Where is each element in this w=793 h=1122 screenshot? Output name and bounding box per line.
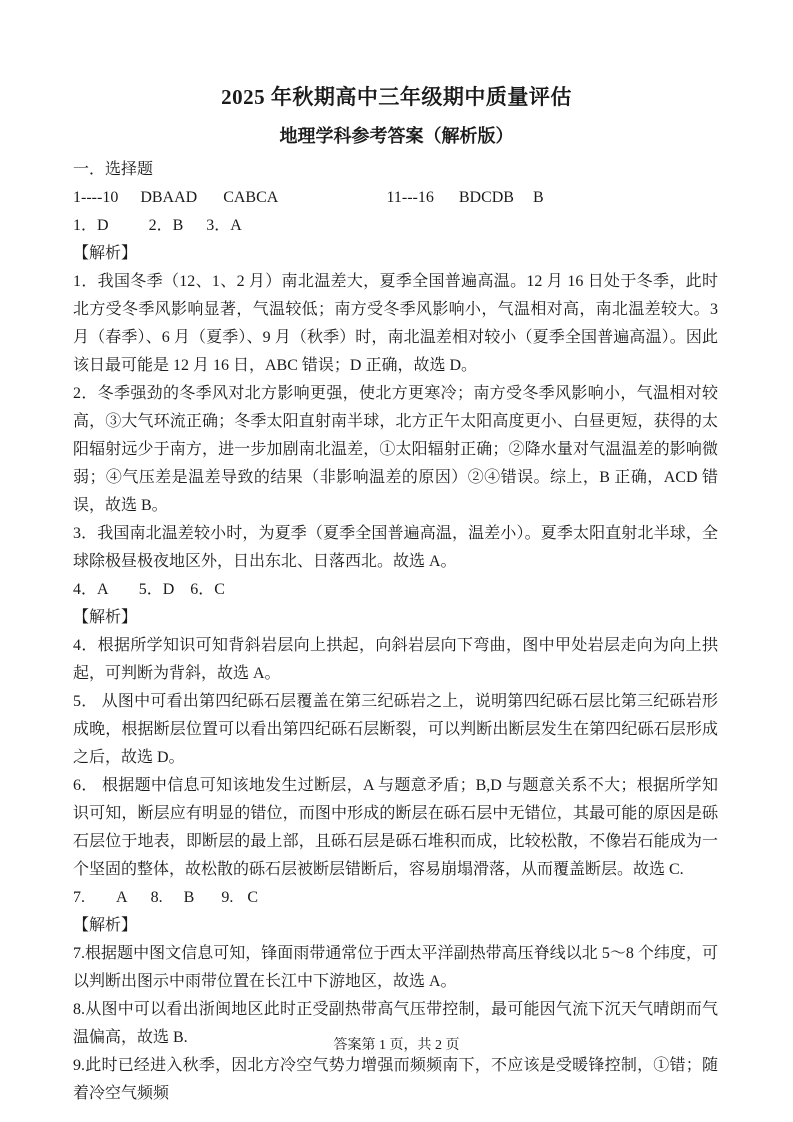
answer-16: B (532, 189, 544, 206)
answer-item-8-letter: B (183, 889, 195, 906)
answer-item-3: 3．A (206, 217, 242, 234)
answer-line-1-3 (73, 212, 718, 240)
explanation-paragraph-9: 9.此时已经进入秋季，因北方冷空气势力增强而频频南下，不应该是受暖锋控制，①错；随着冷空气频频 (73, 1057, 718, 1102)
document-body (73, 156, 718, 1108)
section-heading: 一．选择题 (73, 161, 154, 178)
answer-item-9-letter: C (247, 889, 259, 906)
analysis-label-2: 【解析】 (73, 609, 138, 626)
answer-item-8-num: 8. (150, 889, 163, 906)
analysis-label-3: 【解析】 (73, 917, 138, 934)
answer-item-1: 1．D (73, 217, 109, 234)
answer-item-2: 2．B (148, 217, 184, 234)
answer-item-9-num: 9. (221, 889, 234, 906)
answer-item-4: 4．A (73, 581, 108, 598)
explanation-paragraph-6: 6． 根据题中信息可知该地发生过断层，A 与题意矛盾；B,D 与题意关系不大；根据所学知识可知，断层应有明显的错位，而图中形成的断层在砾石层中无错位，其最可能的原因是砾石层位于地表，即断层的最上部，且砾石层是砾石堆积而成，比较松散，不像岩石能成为一个坚固的整体，故松散的砾石层被断层错断后，容易崩塌滑落，从而覆盖断层。故选 C. (73, 777, 718, 878)
document-subtitle: 地理学科参考答案（解析版） (279, 126, 514, 146)
explanation-paragraph-5: 5． 从图中可看出第四纪砾石层覆盖在第三纪砾岩之上，说明第四纪砾石层比第三纪砾岩形成晚，根据断层位置可以看出第四纪砾石层断裂，可以判断出断层发生在第四纪砾石层形成之后，故选 D。 (73, 693, 718, 766)
analysis-label-1: 【解析】 (73, 245, 138, 262)
answers-6-10: CABCA (223, 189, 278, 206)
document-title: 2025 年秋期高中三年级期中质量评估 (221, 85, 572, 109)
answer-summary-line (73, 184, 718, 212)
answer-range-11-16: 11---16 (386, 189, 434, 206)
explanation-paragraph-1: 1．我国冬季（12、1、2 月）南北温差大，夏季全国普遍高温。12 月 16 日处于冬季，此时北方受冬季风影响显著，气温较低；南方受冬季风影响小，气温相对高，南北温差较大。3 月（春季）、6 月（夏季）、9 月（秋季）时，南北温差相对较小（夏季全国普遍高温）。因此该日最可能是 12 月 16 日，ABC 错误；D 正确，故选 D。 (73, 273, 718, 374)
answer-line-7-9 (73, 884, 718, 912)
answer-item-6: 6．C (190, 581, 225, 598)
answer-range-1-10: 1----10 (73, 189, 119, 206)
answers-11-15: BDCDB (458, 189, 514, 206)
explanation-paragraph-7: 7.根据题中图文信息可知，锋面雨带通常位于西太平洋副热带高压脊线以北 5～8 个纬度，可以判断出图示中雨带位置在长江中下游地区，故选 A。 (73, 945, 718, 990)
explanation-paragraph-8: 8.从图中可以看出浙闽地区此时正受副热带高气压带控制，最可能因气流下沉天气晴朗而气温偏高，故选 B. (73, 1001, 718, 1046)
answer-item-5: 5．D (138, 581, 175, 598)
answers-1-5: DBAAD (140, 189, 198, 206)
explanation-paragraph-2: 2．冬季强劲的冬季风对北方影响更强，使北方更寒冷；南方受冬季风影响小，气温相对较高，③大气环流正确；冬季太阳直射南半球，北方正午太阳高度更小、白昼更短，获得的太阳辐射远少于南方，进一步加剧南北温差，①太阳辐射正确；②降水量对气温温差的影响微弱；④气压差是温差导致的结果（非影响温差的原因）②④错误。综上，B 正确，ACD 错误，故选 B。 (73, 385, 718, 514)
page-number-footer: 答案第 1 页，共 2 页 (333, 1038, 460, 1053)
answer-item-7-letter: A (116, 889, 127, 906)
explanation-paragraph-3: 3．我国南北温差较小时，为夏季（夏季全国普遍高温，温差小）。夏季太阳直射北半球，全球除极昼极夜地区外，日出东北、日落西北。故选 A。 (73, 525, 718, 570)
answer-line-4-6 (73, 576, 718, 604)
answer-item-7-num: 7. (73, 889, 85, 906)
explanation-paragraph-4: 4．根据所学知识可知背斜岩层向上拱起，向斜岩层向下弯曲，图中甲处岩层走向为向上拱起，可判断为背斜，故选 A。 (73, 637, 718, 682)
